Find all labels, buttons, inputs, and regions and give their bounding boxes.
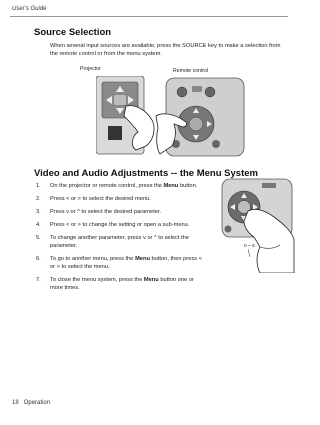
menu-steps-list xyxy=(36,182,208,297)
projector-center-button xyxy=(114,95,126,105)
step-item xyxy=(36,276,208,292)
remote-button-bottom-right xyxy=(212,140,220,148)
step-text: button, then press < or > to select the menu. xyxy=(50,256,202,270)
step-text: To go to another menu, press the xyxy=(50,256,136,262)
figure-label-projector: Projector xyxy=(80,66,101,72)
remote-small-button xyxy=(225,226,232,233)
source-selection-intro: When several input sources are available, press the SOURCE key to make a selection from the remote control or from the menu system. xyxy=(50,43,281,57)
menu-system-illustration xyxy=(204,177,296,273)
remote-menu-button xyxy=(189,117,203,131)
remote-source-button xyxy=(192,86,202,92)
step-number: 7. xyxy=(36,277,41,283)
figure-label-range: 0 ~ 6 xyxy=(244,244,255,249)
step-item xyxy=(36,208,208,216)
section-title-source-selection: Source Selection xyxy=(34,27,112,38)
step-text: button one or more times. xyxy=(50,277,194,291)
step-number: 2. xyxy=(36,196,41,202)
step-text: Press < or > to select the desired menu. xyxy=(50,196,151,202)
figure-label-remote: Remote control xyxy=(173,68,209,74)
menu-key-name: Menu xyxy=(135,256,150,262)
step-number: 1. xyxy=(36,183,41,189)
step-text: To close the menu system, press the xyxy=(50,277,144,283)
remote-button-left xyxy=(177,87,187,97)
step-item xyxy=(36,255,208,271)
page-number: 18 xyxy=(12,400,19,406)
projector-vent xyxy=(108,126,122,140)
step-item xyxy=(36,195,208,203)
step-text: Press < or > to change the setting or open a sub-menu. xyxy=(50,222,190,228)
step-item xyxy=(36,182,208,190)
step-number: 3. xyxy=(36,209,41,215)
header-rule xyxy=(10,16,288,17)
remote-button-right xyxy=(205,87,215,97)
step-number: 4. xyxy=(36,222,41,228)
remote-top-button xyxy=(262,183,276,188)
step-text: button. xyxy=(178,183,198,189)
menu-key-name: Menu xyxy=(163,183,179,189)
step-text: On the projector or remote control, press the xyxy=(50,183,164,189)
step-number: 6. xyxy=(36,256,41,262)
menu-key-name: Menu xyxy=(143,277,159,283)
running-head: User's Guide xyxy=(12,6,47,12)
source-selection-illustration xyxy=(96,76,246,158)
step-number: 5. xyxy=(36,235,41,241)
step-item xyxy=(36,234,208,250)
step-item xyxy=(36,221,208,229)
page-footer xyxy=(12,400,50,406)
step-text: Press v or ^ to select the desired parameter. xyxy=(50,209,162,215)
figure-label-leader xyxy=(248,249,250,257)
step-text: To change another parameter, press v or ^ to select the parameter. xyxy=(50,235,189,249)
section-title-menu-system: Video and Audio Adjustments -- the Menu System xyxy=(34,168,258,179)
footer-section-name: Operation xyxy=(23,400,51,406)
